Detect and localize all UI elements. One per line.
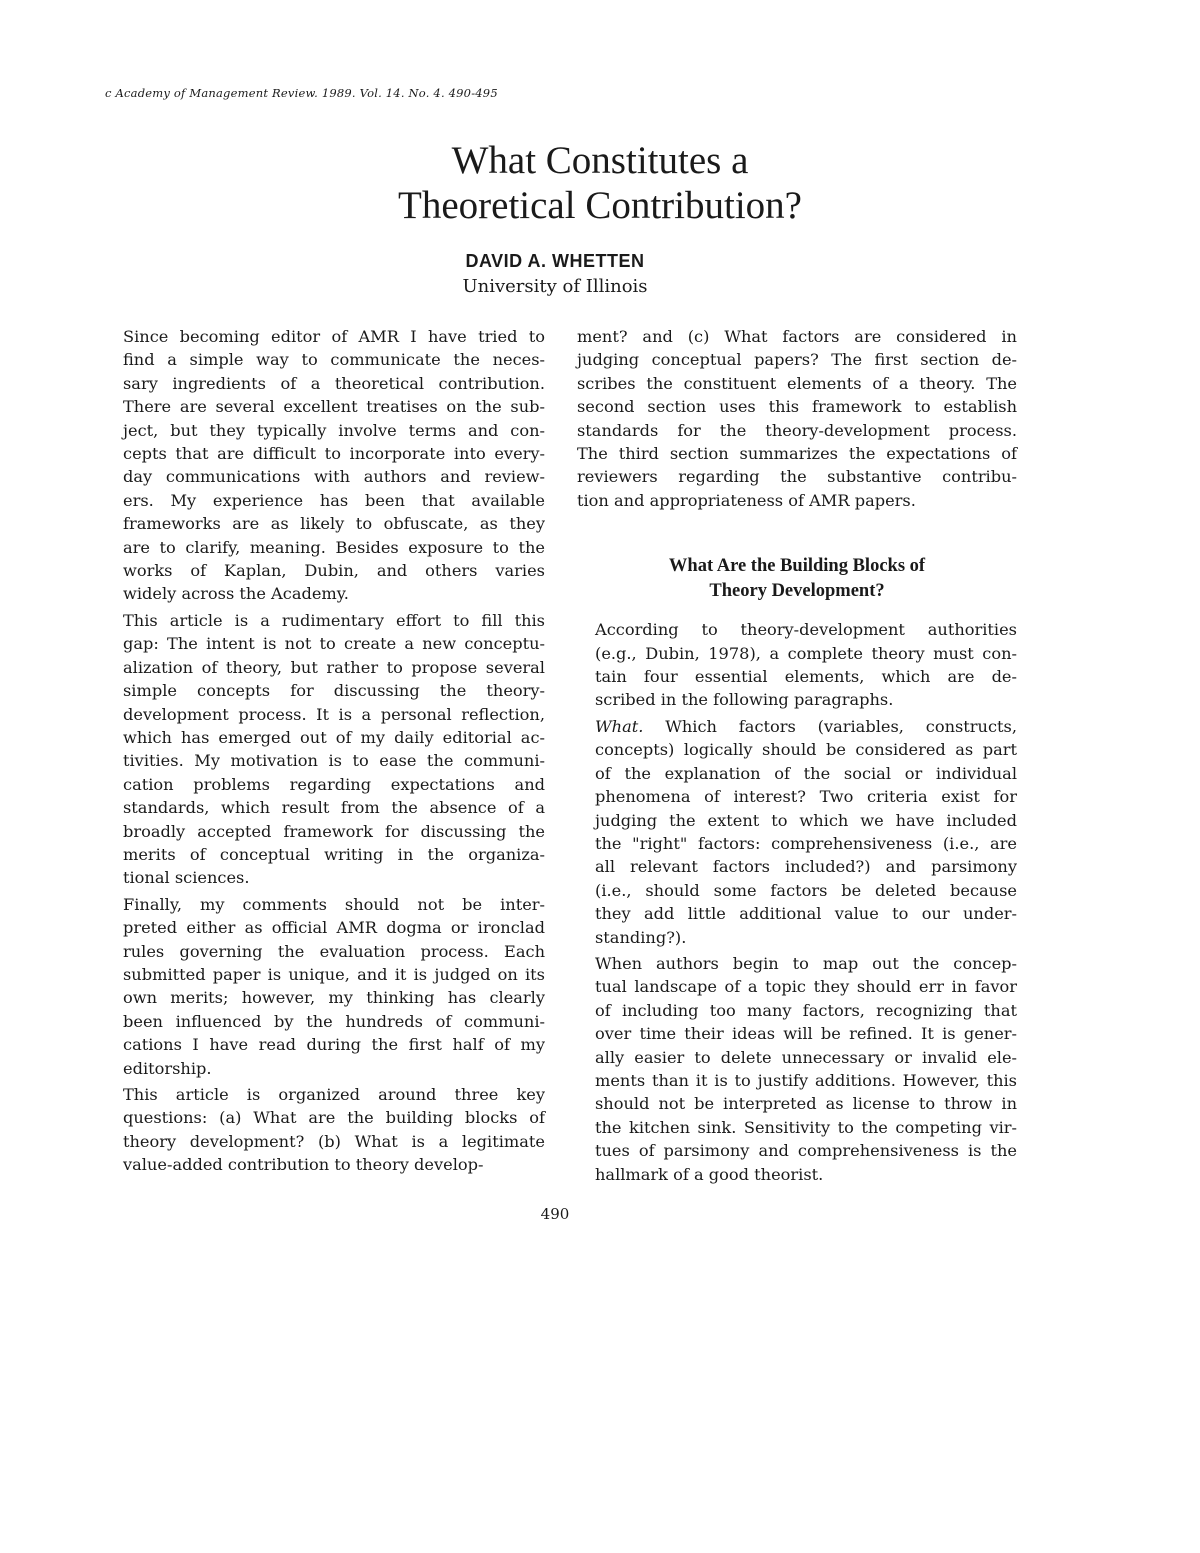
body-paragraph	[577, 325, 1017, 512]
text-line: the kitchen sink. Sensitivity to the competing vir-	[595, 1117, 1017, 1137]
journal-citation: c Academy of Management Review. 1989. Vol. 14. No. 4. 490-495	[105, 86, 498, 100]
heading-line: What Are the Building Blocks of	[668, 556, 926, 577]
text-line: (i.e., should some factors be deleted because	[595, 880, 1017, 900]
text-line: Finally, my comments should not be inter-	[123, 894, 545, 914]
title-line: Theoretical Contribution?	[398, 184, 802, 227]
text-line: ments than it is to justify additions. However, this	[595, 1070, 1017, 1090]
text-line: the "right" factors: comprehensiveness (i.e., are	[595, 833, 1017, 853]
text-line: merits of conceptual writing in the organiza-	[123, 844, 545, 864]
text-line: (e.g., Dubin, 1978), a complete theory must con-	[595, 643, 1017, 663]
text-line: judging conceptual papers? The first section de-	[577, 350, 1017, 370]
text-line: This article is a rudimentary effort to fill this	[123, 610, 545, 630]
text-line: standing?).	[595, 927, 687, 947]
title-line: What Constitutes a	[451, 139, 749, 182]
text-line: This article is organized around three key	[123, 1085, 545, 1104]
text-line: tual landscape of a topic they should err in favor	[595, 977, 1017, 997]
text-line: value-added contribution to theory develop-	[123, 1155, 484, 1175]
text-line: widely across the Academy.	[123, 584, 349, 604]
body-paragraph	[105, 325, 545, 606]
text-line: development process. It is a personal reflection,	[123, 704, 545, 724]
text-line: standards for the theory-development process.	[577, 420, 1017, 440]
text-line: What. Which factors (variables, constructs,	[595, 716, 1017, 736]
page-number: 490	[540, 1205, 570, 1223]
text-line: reviewers regarding the substantive contribu-	[577, 467, 1017, 487]
text-line: tion and appropriateness of AMR papers.	[577, 490, 916, 510]
right-column	[577, 325, 1017, 1186]
text-line: simple concepts for discussing the theory-	[123, 681, 545, 701]
body-paragraph	[105, 609, 545, 890]
text-line: of including too many factors, recognizing that	[595, 1000, 1017, 1020]
text-line: hallmark of a good theorist.	[595, 1164, 824, 1184]
author-affiliation: University of Illinois	[462, 276, 648, 297]
heading-line: Theory Development?	[709, 581, 885, 602]
text-line: sary ingredients of a theoretical contribution.	[123, 373, 545, 393]
text-line: day communications with authors and review-	[123, 467, 545, 487]
text-line: are to clarify, meaning. Besides exposure to the	[123, 537, 545, 557]
text-line: The third section summarizes the expectations of	[577, 444, 1017, 464]
text-line: Since becoming editor of AMR I have tried to	[123, 327, 545, 346]
text-line: cepts that are difficult to incorporate into every-	[123, 444, 545, 464]
left-column	[105, 325, 545, 1177]
text-line: they add little additional value to our under-	[595, 904, 1017, 924]
text-line: concepts) logically should be considered as part	[595, 740, 1017, 760]
body-paragraph	[105, 893, 545, 1080]
section-heading	[577, 554, 1017, 604]
text-line: standards, which result from the absence of a	[123, 798, 545, 818]
text-line: ment? and (c) What factors are considered in	[577, 327, 1017, 346]
text-line: scribes the constituent elements of a theory. The	[577, 373, 1017, 393]
text-line: cation problems regarding expectations and	[123, 774, 545, 794]
text-line: broadly accepted framework for discussing the	[123, 821, 545, 841]
text-line: own merits; however, my thinking has clearly	[123, 988, 545, 1008]
text-line: theory development? (b) What is a legitimate	[123, 1131, 545, 1151]
text-line: There are several excellent treatises on the sub-	[123, 397, 545, 417]
text-line: tues of parsimony and comprehensiveness is the	[595, 1141, 1017, 1161]
text-line: over time their ideas will be refined. It is gener-	[595, 1024, 1017, 1044]
author-name: DAVID A. WHETTEN	[465, 251, 645, 271]
body-paragraph	[577, 715, 1017, 949]
text-line: which has emerged out of my daily editorial ac-	[123, 727, 545, 747]
text-line: works of Kaplan, Dubin, and others varies	[123, 561, 545, 581]
text-line: ers. My experience has been that available	[123, 490, 545, 510]
text-line: frameworks are as likely to obfuscate, as they	[123, 514, 545, 534]
text-line: editorship.	[123, 1058, 212, 1078]
text-line: judging the extent to which we have included	[595, 810, 1017, 830]
text-line: phenomena of interest? Two criteria exist for	[595, 787, 1017, 807]
text-line: When authors begin to map out the concep-	[595, 953, 1017, 973]
text-line: tional sciences.	[123, 868, 250, 888]
text-line: submitted paper is unique, and it is judged on its	[123, 964, 545, 984]
text-line: been influenced by the hundreds of communi-	[123, 1011, 545, 1031]
body-paragraph	[577, 618, 1017, 712]
text-line: find a simple way to communicate the neces-	[123, 350, 545, 370]
text-line: ject, but they typically involve terms and con-	[123, 420, 545, 440]
text-line: should not be interpreted as license to throw in	[595, 1094, 1017, 1114]
body-paragraph	[105, 1083, 545, 1177]
text-line: second section uses this framework to establish	[577, 397, 1017, 417]
run-in-heading: What.	[595, 716, 644, 736]
text-line: scribed in the following paragraphs.	[595, 690, 894, 710]
text-line: all relevant factors included?) and parsimony	[595, 857, 1017, 877]
text-line: According to theory-development authorities	[595, 620, 1017, 640]
text-line: ally easier to delete unnecessary or invalid ele-	[595, 1047, 1017, 1067]
text-line: cations I have read during the first half of my	[123, 1035, 545, 1055]
text-line: preted either as official AMR dogma or ironclad	[123, 918, 545, 938]
text-line: gap: The intent is not to create a new conceptu-	[123, 634, 545, 654]
text-line: questions: (a) What are the building blocks of	[123, 1108, 545, 1128]
text-line: alization of theory, but rather to propose several	[123, 657, 545, 677]
text-line: tain four essential elements, which are de-	[595, 667, 1017, 687]
text-line: of the explanation of the social or individual	[595, 763, 1017, 783]
body-paragraph	[577, 952, 1017, 1186]
text-line: tivities. My motivation is to ease the communi-	[123, 751, 545, 771]
text-line: rules governing the evaluation process. Each	[123, 941, 545, 961]
article-title	[0, 138, 1200, 228]
